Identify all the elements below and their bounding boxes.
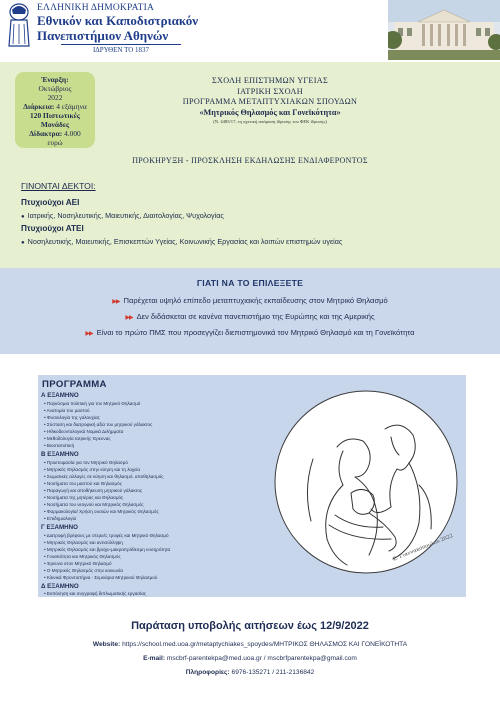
website-link[interactable]: https://school.med.uoa.gr/metaptychiakes_spoydes/ΜΗΤΡΙΚΟΣ ΘΗΛΑΣΜΟΣ ΚΑΙ ΓΟΝΕΪΚΟΤΗΤΑ (122, 641, 408, 648)
course-item: • Νοσήματα του μαστού και Θηλασμός (44, 481, 122, 486)
aei-title: Πτυχιούχοι ΑΕΙ (21, 198, 80, 207)
atei-list-text: Νοσηλευτικής, Μαιευτικής, Επισκεπτών Υγείας, Κοινωνικής Εργασίας και λοιπών επιστημών υγείας (27, 237, 343, 246)
double-arrow-icon: ▶▶ (85, 331, 93, 337)
atei-list (21, 237, 342, 246)
university-building-photo (388, 0, 500, 60)
email-link[interactable]: mscbrf-parentekpa@med.uoa.gr / mscbrfparentekpa@gmail.com (166, 655, 357, 662)
email-line (0, 655, 500, 662)
accepted-heading: ΓΙΝΟΝΤΑΙ ΔΕΚΤΟΙ: (21, 181, 96, 191)
republic-label: ΕΛΛΗΝΙΚΗ ΔΗΜΟΚΡΑΤΙΑ (37, 3, 155, 13)
school-line1: ΣΧΟΛΗ ΕΠΙΣΤΗΜΩΝ ΥΓΕΙΑΣ (211, 76, 329, 85)
course-item: • Φυσιολογία της γαλουχίας (44, 415, 100, 420)
announcement-heading: ΠΡΟΚΗΡΥΞΗ - ΠΡΟΣΚΛΗΣΗ ΕΚΔΗΛΩΣΗΣ ΕΝΔΙΑΦΕΡΟΝΤΟΣ (132, 156, 368, 165)
school-heading (100, 76, 440, 125)
course-item: • Βιοστατιστική (44, 443, 75, 448)
fee-value: 4.000 (64, 129, 81, 138)
website-line (0, 641, 500, 648)
athena-seal-logo (4, 2, 34, 48)
program-title: «Μητρικός Θηλασμός και Γονεϊκότητα» (199, 107, 341, 117)
start-year: 2022 (47, 93, 63, 102)
university-name-line2: Πανεπιστήμιον Αθηνών (37, 28, 169, 43)
course-item: • Επιδημιολογία (44, 516, 77, 521)
course-item: • Νοσήματα του νεογνού και Μητρικός Θηλασμός (44, 502, 144, 507)
duration-value: 4 εξάμηνα (56, 102, 87, 111)
breastfeeding-family-illustration (273, 389, 459, 575)
fee-currency: ευρώ (47, 138, 63, 147)
semester-c-title: Γ ΕΞΑΜΗΝΟ (41, 524, 78, 531)
course-item: • Έρευνα στον Μητρικό Θηλασμό (44, 561, 112, 566)
legal-note: (Ν. 4485/17, τη σχετική απόφαση ίδρυσης του ΦΕΚ ίδρυσης) (213, 119, 327, 124)
ects-line1: 120 Πιστωτικές (30, 111, 80, 120)
duration-label: Διάρκεια: (23, 102, 55, 111)
semester-d-title: Δ ΕΞΑΜΗΝΟ (41, 583, 79, 590)
why-choose-section (0, 268, 500, 354)
start-month: Οκτώβριος (38, 84, 72, 93)
why-item-text: Είναι το πρώτο ΠΜΣ που προσεγγίζει διεπιστημονικά τον Μητρικό Θηλασμό και τη Γονεϊκότητα (96, 328, 415, 337)
course-item: • Ανατομία του μαστού (44, 408, 90, 413)
aei-list (21, 211, 224, 220)
course-item: • Ο Μητρικός Θηλασμός στην κοινωνία (44, 568, 123, 573)
course-item: • Εκπόνηση και συγγραφή διπλωματικής εργασίας (44, 591, 147, 596)
aei-list-text: Ιατρικής, Νοσηλευτικής, Μαιευτικής, Διαιτολογίας, Ψυχολογίας (27, 211, 224, 220)
course-item: • Μεθοδολογία Ιατρικής Έρευνας (44, 436, 111, 441)
course-item: • Σωματικές αλλαγές σε κύηση και θηλασμό, αποθηλασμός (44, 474, 164, 479)
school-line3: ΠΡΟΓΡΑΜΜΑ ΜΕΤΑΠΤΥΧΙΑΚΩΝ ΣΠΟΥΔΩΝ (182, 97, 358, 106)
course-item: • Μητρικός Θηλασμός στην κύηση και τη λοχεία (44, 467, 140, 472)
start-label: Έναρξη: (41, 75, 69, 84)
course-item: • Μητρικός Θηλασμός και βραχυ-μακροπρόθεσμη νοσηρότητα (44, 547, 171, 552)
founded-label: ΙΔΡΥΘΕΝ ΤΟ 1837 (61, 44, 181, 54)
school-line2: ΙΑΤΡΙΚΗ ΣΧΟΛΗ (237, 86, 303, 96)
double-arrow-icon: ▶▶ (125, 315, 133, 321)
bullet-icon: ● (21, 240, 25, 246)
program-title-heading: ΠΡΟΓΡΑΜΜΑ (42, 379, 107, 390)
university-name-block (37, 3, 198, 54)
why-item (0, 296, 500, 305)
deadline-notice: Παράταση υποβολής αιτήσεων έως 12/9/2022 (131, 620, 369, 632)
info-label: Πληροφορίες: (185, 669, 230, 676)
course-item: • Σύσταση και διατροφική αξία του μητρικού γάλακτος (44, 422, 153, 427)
course-item: • Παραγωγή και αποθήκευση μητρικού γάλακτος (44, 488, 143, 493)
ects-line2: Μονάδες (40, 120, 70, 129)
course-item: • Κλινικά Φροντιστήρια - Σεμινάρια Μητρικού Θηλασμού (44, 575, 158, 580)
course-item: • Φαρμακολογία/ Χρήση ουσιών και Μητρικός Θηλασμός (44, 509, 159, 514)
phone-numbers: 6976-135271 / 211-2136842 (231, 669, 315, 676)
phone-line (0, 669, 500, 676)
atei-title: Πτυχιούχοι ΑΤΕΙ (21, 224, 84, 233)
header (0, 0, 500, 62)
course-item: • Μητρικός Θηλασμός και αντισύλληψη (44, 540, 123, 545)
email-label: E-mail: (143, 655, 166, 662)
program-info-section (0, 62, 500, 268)
course-item: • Ηθικοδεοντολογικά Νομικά Διλήμματα (44, 429, 124, 434)
program-curriculum-box (38, 375, 466, 597)
why-item-text: Παρέχεται υψηλό επίπεδο μεταπτυχιακής εκπαίδευσης στον Μητρικό Θηλασμό (123, 296, 388, 305)
illustration-signature: Ε. Γιαννακόπουλου 2022 (392, 533, 454, 563)
course-item: • Γονεϊκότητα και Μητρικός Θηλασμός (44, 554, 121, 559)
semester-a-title: Α ΕΞΑΜΗΝΟ (41, 392, 79, 399)
course-item: • Διατροφή βρέφους με στερεές τροφές και Μητρικό Θηλασμό (44, 533, 169, 538)
university-name-line1: Εθνικόν και Καποδιστριακόν (37, 13, 199, 28)
program-facts-box (15, 72, 95, 148)
bullet-icon: ● (21, 214, 25, 220)
double-arrow-icon: ▶▶ (112, 299, 120, 305)
website-label: Website: (92, 641, 121, 648)
course-item: • Προετοιμασία για τον Μητρικό Θηλασμό (44, 460, 128, 465)
course-item: • Νοσήματα της μητέρας και Θηλασμός (44, 495, 124, 500)
fee-label: Δίδακτρα: (29, 129, 63, 138)
why-title: ΓΙΑΤΙ ΝΑ ΤΟ ΕΠΙΛΕΞΕΤΕ (196, 278, 304, 288)
why-item (0, 328, 500, 337)
semester-b-title: Β ΕΞΑΜΗΝΟ (41, 451, 79, 458)
why-item-text: Δεν διδάσκεται σε κανένα πανεπιστήμιο της Ευρώπης και της Αμερικής (136, 312, 375, 321)
course-item: • Παγκόσμια πολιτική για τον Μητρικό Θηλασμό (44, 401, 141, 406)
why-item (0, 312, 500, 321)
